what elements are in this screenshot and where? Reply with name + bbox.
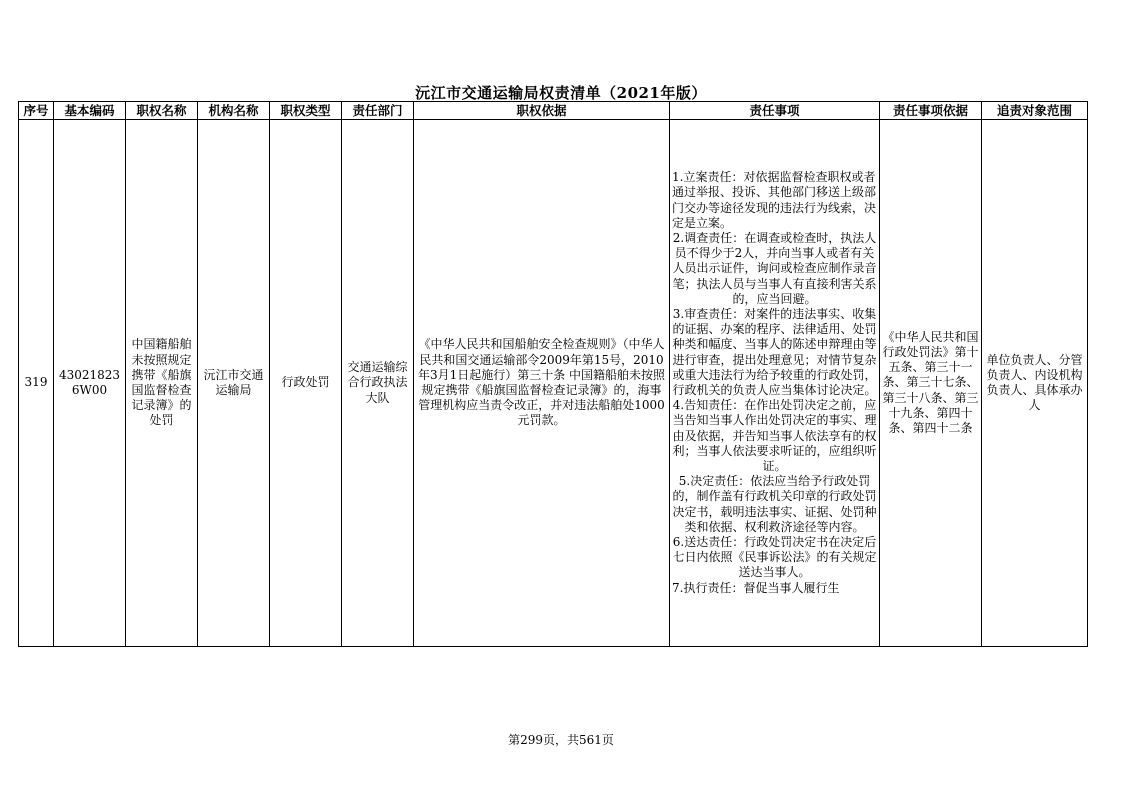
cell-code: 430218236W00 [54,120,126,647]
col-header-duty-basis: 责任事项依据 [880,102,982,120]
col-header-power-name: 职权名称 [126,102,198,120]
duty-item-investigation: 2.调查责任：在调查或检查时，执法人员不得少于2人，并向当事人或者有关人员出示证件，询问或检查应制作录音笔；执法人员与当事人有直接利害关系的，应当回避。 [672,230,877,306]
page-footer: 第299页，共561页 [508,733,614,747]
duty-item-decision: 5.决定责任：依法应当给予行政处罚的，制作盖有行政机关印章的行政处罚决定书，载明违法事实、证据、处罚种类和依据、权利救济途径等内容。 [672,474,877,534]
cell-duties [670,120,880,647]
cell-basis: 《中华人民共和国船舶安全检查规则》（中华人民共和国交通运输部令2009年第15号，2010年3月1日起施行）第三十条 中国籍船舶未按照规定携带《船旗国监督检查记录簿》的，海事管理机构应当责令改正，并对违法船舶处1000元罚款。 [414,120,670,647]
col-header-duties: 责任事项 [670,102,880,120]
col-header-power-type: 职权类型 [270,102,342,120]
power-list-table [18,101,1088,647]
duty-item-filing: 1.立案责任：对依据监督检查职权或者通过举报、投诉、其他部门移送上级部门交办等途径发现的违法行为线索，决定是立案。 [672,170,877,230]
col-header-index: 序号 [19,102,54,120]
col-header-basis: 职权依据 [414,102,670,120]
col-header-department: 责任部门 [342,102,414,120]
cell-power-name: 中国籍船舶未按照规定携带《船旗国监督检查记录簿》的处罚 [126,120,198,647]
col-header-code: 基本编码 [54,102,126,120]
duty-item-review: 3.审查责任：对案件的违法事实、收集的证据、办案的程序、法律适用、处罚种类和幅度、当事人的陈述申辩理由等进行审查，提出处理意见；对情节复杂或重大违法行为给予较重的行政处罚，行政机关的负责人应当集体讨论决定。 [672,306,877,397]
duty-item-notification: 4.告知责任：在作出处罚决定之前，应当告知当事人作出处罚决定的事实、理由及依据，并告知当事人依法享有的权利；当事人依法要求听证的，应组织听证。 [672,398,877,474]
page-title: 沅江市交通运输局权责清单（2021年版） [415,84,707,102]
cell-power-type: 行政处罚 [270,120,342,647]
table-row [19,120,1088,647]
cell-index: 319 [19,120,54,647]
col-header-org-name: 机构名称 [198,102,270,120]
cell-org-name: 沅江市交通运输局 [198,120,270,647]
cell-accountability: 单位负责人、分管负责人、内设机构负责人、具体承办人 [982,120,1088,647]
cell-duty-basis: 《中华人民共和国行政处罚法》第十五条、第三十一条、第三十七条、第三十八条、第三十九条、第四十条、第四十二条 [880,120,982,647]
duty-item-execution: 7.执行责任：督促当事人履行生 [672,580,840,595]
header-row [19,102,1088,120]
col-header-accountability: 追责对象范围 [982,102,1088,120]
duty-item-delivery: 6.送达责任：行政处罚决定书在决定后七日内依照《民事诉讼法》的有关规定送达当事人。 [672,535,877,580]
cell-department: 交通运输综合行政执法大队 [342,120,414,647]
